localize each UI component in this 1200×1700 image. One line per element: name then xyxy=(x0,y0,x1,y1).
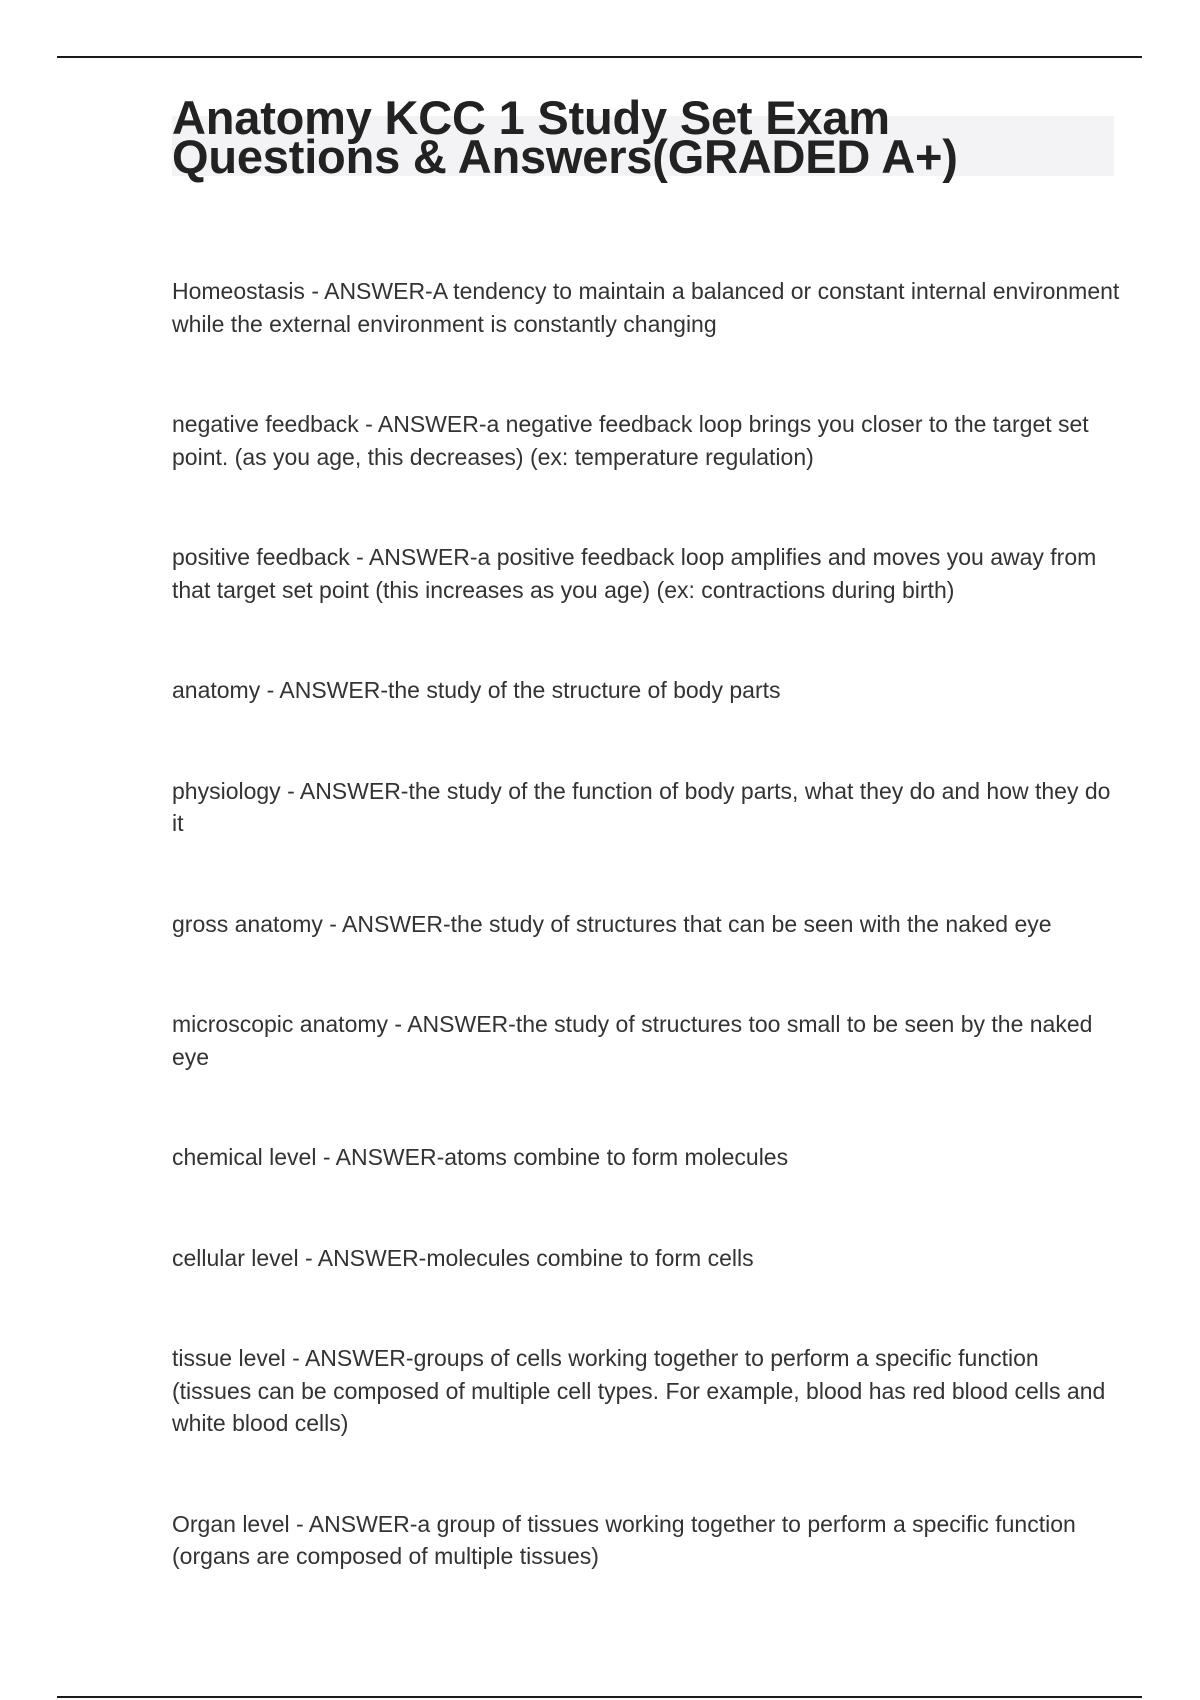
qa-answer: the study of structures too small to be seen by the naked eye xyxy=(172,1011,1093,1070)
qa-answer: molecules combine to form cells xyxy=(426,1244,754,1271)
page-title xyxy=(172,91,1132,184)
bottom-rule xyxy=(57,1696,1142,1698)
qa-separator: - ANSWER- xyxy=(285,1345,414,1371)
qa-answer: the study of the structure of body parts xyxy=(388,677,781,703)
qa-item-positive-feedback xyxy=(172,541,1122,606)
qa-item-negative-feedback xyxy=(172,408,1122,473)
qa-separator: - ANSWER- xyxy=(388,1011,516,1037)
qa-answer: the study of structures that can be seen with the naked eye xyxy=(450,910,1052,937)
qa-term: negative feedback xyxy=(172,411,359,437)
qa-answer: a positive feedback loop amplifies and moves you away from that target set point (this increases as you age) (ex: contractions during birth) xyxy=(172,544,1097,603)
qa-term: microscopic anatomy xyxy=(172,1011,389,1037)
qa-separator: - ANSWER- xyxy=(349,544,478,570)
qa-separator: - ANSWER- xyxy=(280,777,409,804)
qa-item-chemical-level xyxy=(172,1141,1122,1174)
qa-separator: - ANSWER- xyxy=(304,278,433,304)
qa-term: Homeostasis xyxy=(172,278,305,304)
qa-separator: - ANSWER- xyxy=(316,1144,445,1170)
qa-answer: a group of tissues working together to perform a specific function (organs are composed of multiple tissues) xyxy=(172,1510,1076,1569)
qa-answer: atoms combine to form molecules xyxy=(444,1144,789,1170)
qa-item-physiology xyxy=(172,775,1122,840)
qa-term: physiology xyxy=(172,777,281,804)
qa-term: tissue level xyxy=(172,1345,286,1371)
qa-answer: a negative feedback loop brings you closer to the target set point. (as you age, this decreases) (ex: temperature regulation) xyxy=(172,411,1089,470)
qa-term: anatomy xyxy=(172,677,261,703)
qa-separator: - ANSWER- xyxy=(358,411,487,437)
qa-item-gross-anatomy xyxy=(172,908,1122,941)
qa-item-organ-level xyxy=(172,1508,1122,1573)
qa-term: positive feedback xyxy=(172,544,350,570)
title-line-1: Anatomy KCC 1 Study Set Exam xyxy=(172,91,890,144)
qa-separator: - ANSWER- xyxy=(260,677,388,703)
qa-list xyxy=(172,275,1122,1641)
qa-item-microscopic-anatomy xyxy=(172,1008,1122,1073)
qa-answer: the study of the function of body parts, what they do and how they do it xyxy=(172,777,1111,836)
title-line-2: Questions & Answers(GRADED A+) xyxy=(172,130,958,184)
qa-answer: groups of cells working together to perform a specific function (tissues can be composed of multiple cell types. For example, blood has red blood cells and white blood cells) xyxy=(172,1345,1106,1436)
qa-term: cellular level xyxy=(172,1244,299,1271)
qa-item-cellular-level xyxy=(172,1242,1122,1275)
qa-answer: A tendency to maintain a balanced or constant internal environment while the external environment is constantly changing xyxy=(172,278,1120,337)
qa-term: Organ level xyxy=(172,1510,290,1537)
qa-term: gross anatomy xyxy=(172,910,323,937)
qa-item-tissue-level xyxy=(172,1342,1122,1440)
qa-item-anatomy xyxy=(172,674,1122,707)
qa-separator: - ANSWER- xyxy=(298,1244,427,1271)
qa-item-homeostasis xyxy=(172,275,1122,340)
top-rule xyxy=(57,56,1142,58)
qa-separator: - ANSWER- xyxy=(289,1510,418,1537)
qa-term: chemical level xyxy=(172,1144,317,1170)
qa-separator: - ANSWER- xyxy=(322,910,451,937)
